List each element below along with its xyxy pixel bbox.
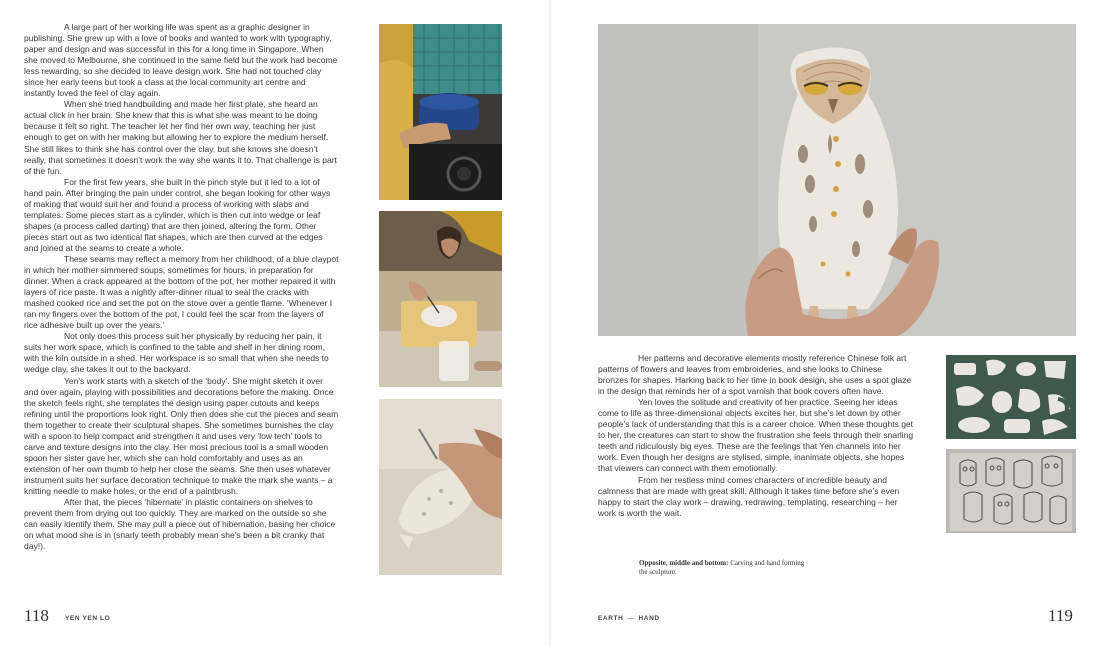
photo-carving-clay — [379, 211, 502, 387]
running-head-separator: — — [627, 615, 635, 622]
paragraph: A large part of her working life was spent as a graphic designer in publishing. She grew up with a love of books and wanted to work with typography, paper and design and was successful in this for a long time in Singapore. When she moved to Melbourne, she continued in the same field but the work had become less rewarding, so she decided to leave design work. She had not touched clay since her early teens but took a class at the local community art centre and instantly loved the feel of clay again. — [24, 22, 338, 99]
photo-shaping-clay — [379, 399, 502, 575]
running-head-chapter: HAND — [638, 615, 660, 622]
page-number-left: 118 — [24, 606, 49, 625]
running-head-right — [598, 615, 660, 622]
paragraph: These seams may reflect a memory from her childhood, of a blue claypot in which her mother simmered soups, sometimes for hours, in preparation for dinner. When a crack appeared at the bottom of the pot, her mother repaired it with layers of rice paste. It was a nightly after-dinner ritual to seal the cracks with mashed cooked rice and set the pot on the stove over a gentle flame. ‘Whenever I ran my fingers over the bottom of the pot, I could feel the scar from the layers of rice adhesive built up over the years.’ — [24, 253, 339, 331]
paragraph: When she tried handbuilding and made her first plate, she heard an actual click in her brain. She knew that this is what she was meant to be doing because it felt so right. The teacher let her find her own way, teaching her just enough to get on with her making but allowing her to explore the medium herself. She still likes to think she has control over the clay, but she knows she doesn’t really, that sometimes it doesn’t work the way she wants it to. That challenge is part of the fun. — [24, 99, 337, 176]
photo-lifting-pot — [379, 24, 502, 200]
paragraph: Her patterns and decorative elements mostly reference Chinese folk art patterns of flowers and leaves from embroideries, and she looks to Chinese bronzes for shapes. Harking back to her time in book design, she uses a spot glaze in the design that reminds her of a spot varnish that book covers often have. — [598, 353, 912, 397]
paragraph: Yen’s work starts with a sketch of the ‘body’. She might sketch it over and over again, playing with possibilities and decorations before the making. Once the sketch feels right, she templates the design using paper cutouts and keeps refining until the proportions look right. Only then does she cut the pieces and seam them together to create their sculptural shapes. She sometimes burnishes the clay with a spoon to help compact and strengthen it and uses very ‘low tech’ tools to carve and texture designs into the clay. Her most precious tool is a small wooden spoon her sister gave her, which she can hold comfortably and uses as an extension of her own thumb to help her close the seams. She then uses whatever instrument suits her surface decoration technique to make the mark she wants – a knitting needle to make holes, or the end of a paintbrush. — [24, 375, 339, 496]
caption-text: Carving and hand forming the sculpture. — [639, 559, 805, 576]
paragraph: From her restless mind comes characters of incredible beauty and calmness that are made with great skill. Although it takes time before she’s even happy to start the clay work – drawing, redrawing, templating, researching – her work is worth the wait. — [598, 474, 900, 518]
running-head-section: EARTH — [598, 615, 624, 622]
running-head-left: YEN YEN LO — [65, 615, 111, 622]
paragraph: For the first few years, she built in the pinch style but it led to a lot of hand pain. After bringing the pain under control, she began looking for other ways of making that would suit her and found a process of working with slabs and templates. Some pieces start as a cylinder, which is then cut into wedge or leaf shapes (a process called darting) that are then joined, altering the form. Other pieces start out as two identical flat shapes, which are then curved at the edges and joined at the seams to create a whole. — [24, 176, 331, 253]
paragraph: Yen loves the solitude and creativity of her practice. Seeing her ideas come to life as three-dimensional objects excites her, but she’s let down by other people’s lack of understanding that this is a career choice. When these thoughts get to her, the creatures can start to show the frustration she feels through their snarling teeth and ridiculously big eyes. These are the feelings that Yen channels into her work. Even though her designs are stylised, simple, inanimate objects, she hopes that viewers can connect with them emotionally. — [598, 397, 914, 474]
photo-caption — [639, 559, 809, 576]
photo-owl-sculpture — [598, 24, 1076, 336]
photo-paper-templates — [946, 355, 1076, 439]
photo-sketchbook — [946, 449, 1076, 533]
left-page-body — [24, 22, 339, 552]
right-page-body — [598, 353, 914, 519]
paragraph: Not only does this process suit her physically by reducing her pain, it suits her work space, which is confined to the table and shelf in her dining room, with the kiln outside in a shed. Her workspace is so small that when she needs to wedge clay, she takes it out to the backyard. — [24, 331, 329, 375]
paragraph: After that, the pieces ‘hibernate’ in plastic containers on shelves to prevent them from drying out too quickly. They are marked on the outside so she can easily identify them. She may pull a piece out of hibernation, basing her choice on what mood she is in (snarly teeth probably mean she’s been a bit cranky that day!). — [24, 497, 336, 552]
page-number-right: 119 — [1048, 606, 1073, 625]
page-gutter — [549, 0, 551, 646]
caption-lead: Opposite, middle and bottom: — [639, 559, 729, 567]
